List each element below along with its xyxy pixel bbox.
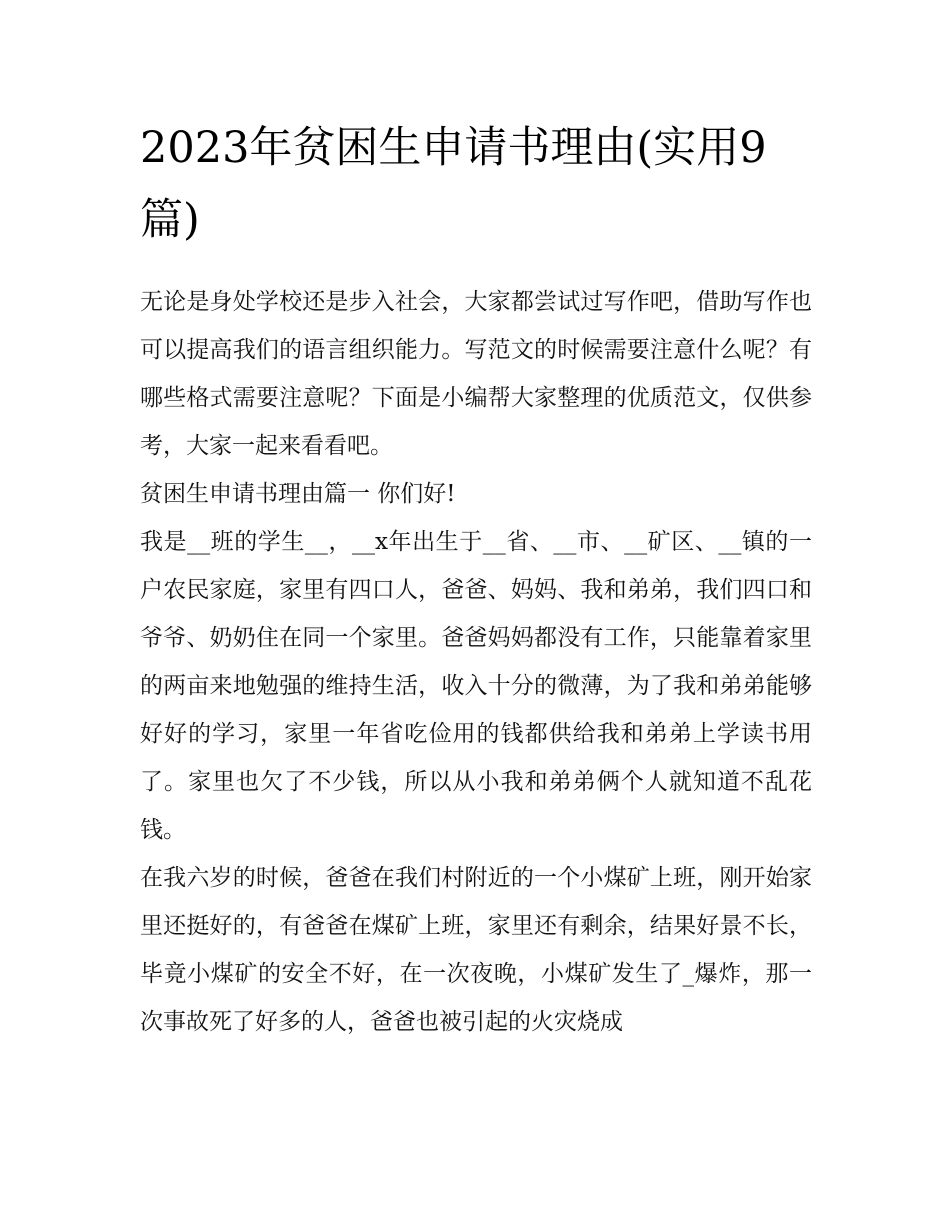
paragraph-father-accident: 在我六岁的时候，爸爸在我们村附近的一个小煤矿上班，刚开始家里还挺好的，有爸爸在煤矿上班，家里还有剩余，结果好景不长，毕竟小煤矿的安全不好，在一次夜晚，小煤矿发生了_爆炸，那一次事故死了好多的人，爸爸也被引起的火灾烧成 <box>140 865 812 1035</box>
document-body <box>140 278 812 1046</box>
paragraph-section-heading: 贫困生申请书理由篇一 你们好! <box>140 481 456 507</box>
paragraph-intro: 无论是身处学校还是步入社会，大家都尝试过写作吧，借助写作也可以提高我们的语言组织能力。写范文的时候需要注意什么呢？有哪些格式需要注意呢？下面是小编帮大家整理的优质范文，仅供参考，大家一起来看看吧。 <box>140 289 812 459</box>
document-content <box>140 112 812 1046</box>
document-title: 2023年贫困生申请书理由(实用9篇) <box>140 123 767 245</box>
paragraph-family-background: 我是__班的学生__，__x年出生于__省、__市、__矿区、__镇的一户农民家庭，家里有四口人，爸爸、妈妈、我和弟弟，我们四口和爷爷、奶奶住在同一个家里。爸爸妈妈都没有工作，只能靠着家里的两亩来地勉强的维持生活，收入十分的微薄，为了我和弟弟能够好好的学习，家里一年省吃俭用的钱都供给我和弟弟上学读书用了。家里也欠了不少钱，所以从小我和弟弟俩个人就知道不乱花钱。 <box>140 529 812 843</box>
